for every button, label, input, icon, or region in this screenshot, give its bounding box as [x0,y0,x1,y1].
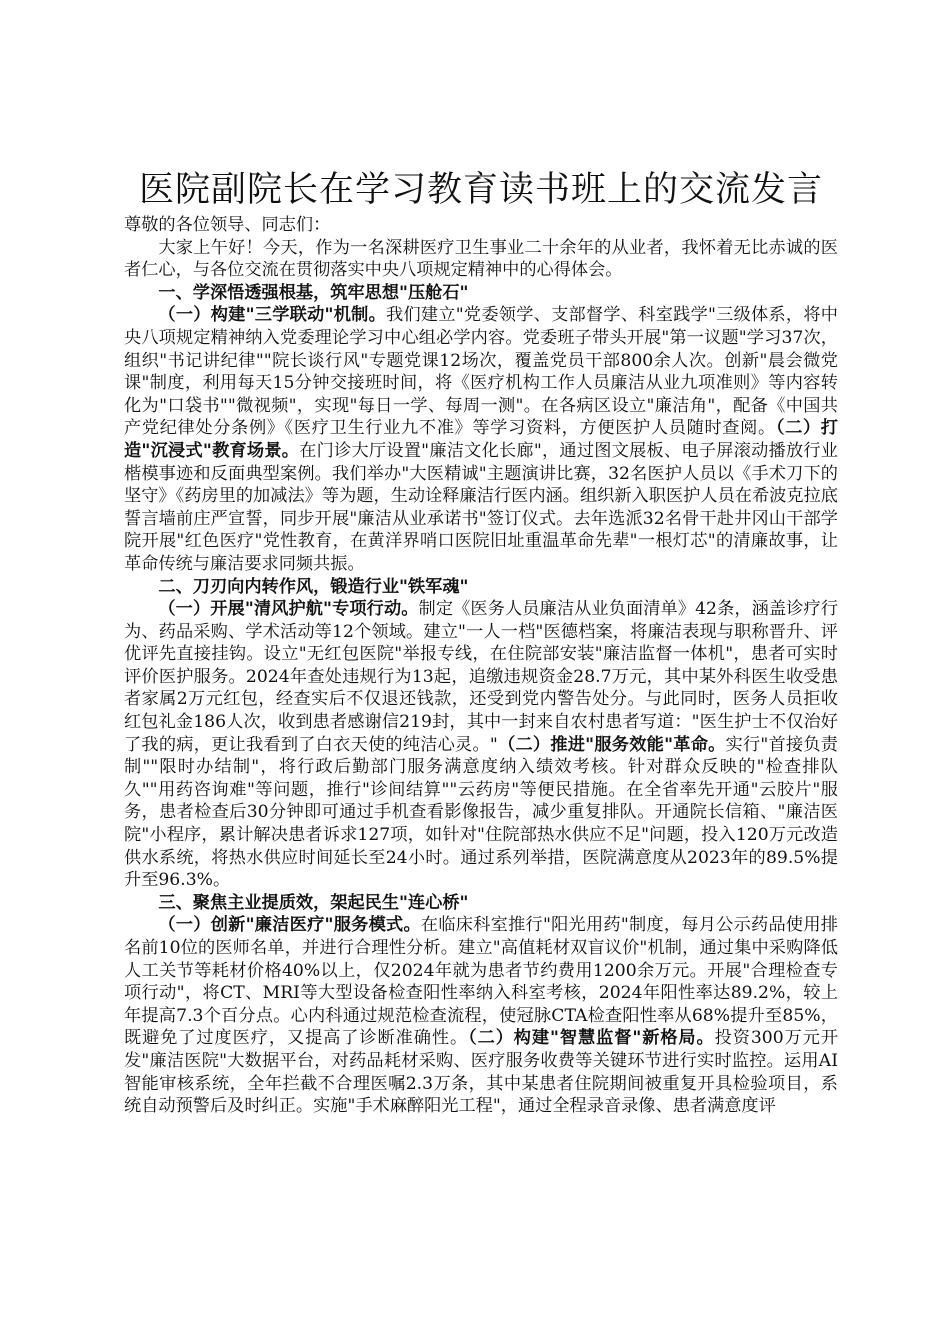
section-heading-2: 二、刀刃向内转作风，锻造行业"铁军魂" [158,576,469,597]
subsection-text: 投资300万元开发"廉洁医院"大数据平台，对药品耗材采购、医疗服务收费等关键环节进行实时监控。运用AI智能审核系统，全年拦截不合理医嘱2.3万条，其中某患者住院期间被重复开具检验项目，系统自动预警后及时纠正。实施"手术麻醉阳光工程"，通过全程录音录像、患者满意度评 [124,1028,839,1117]
subsection-title: （一）开展"清风护航"专项行动。 [158,599,419,620]
subsection-title: （二）打造"沉浸式"教育场景。 [124,418,838,461]
subsection-title: （一）构建"三学联动"机制。 [158,305,387,326]
intro-paragraph: 大家上午好！今天，作为一名深耕医疗卫生事业二十余年的从业者，我怀着无比赤诚的医者仁心，与各位交流在贯彻落实中央八项规定精神中的心得体会。 [124,237,838,281]
subsection-text: 在临床科室推行"阳光用药"制度，每月公示药品使用排名前10位的医师名单，并进行合理性分析。建立"高值耗材双盲议价"机制，通过集中采购降低人工关节等耗材价格40%以上，仅2024年就为患者节约费用1200余万元。开展"合理检查专项行动"，将CT、MRI等大型设备检查阳性率纳入科室考核，2024年阳性率达89.2%，较上年提高7.3个百分点。心内科通过规范检查流程，使冠脉CTA检查阳性率从68%提升至85%，既避免了过度医疗，又提高了诊断准确性。 [124,915,838,1049]
section-3-body [124,914,838,1117]
document-title: 医院副院长在学习教育读书班上的交流发言 [138,170,823,210]
section-heading-3: 三、聚焦主业提质效，架起民生"连心桥" [158,892,469,913]
section-heading-1: 一、学深悟透强根基，筑牢思想"压舱石" [158,282,469,303]
salutation: 尊敬的各位领导、同志们： [124,215,331,235]
subsection-text: 我们建立"党委领学、支部督学、科室践学"三级体系，将中央八项规定精神纳入党委理论学习中心组必学内容。党委班子带头开展"第一议题"学习37次，组织"书记讲纪律""院长谈行风"专题党课12场次，覆盖党员干部800余人次。创新"晨会微党课"制度，利用每天15分钟交接班时间，将《医疗机构工作人员廉洁从业九项准则》等内容转化为"口袋书""微视频"，实现"每日一学、每周一测"。在各病区设立"廉洁角"，配备《中国共产党纪律处分条例》《医疗卫生行业九不准》等学习资料，方便医护人员随时查阅。 [124,305,838,439]
subsection-text: 在门诊大厅设置"廉洁文化长廊"，通过图文展板、电子屏滚动播放行业楷模事迹和反面典型案例。我们举办"大医精诚"主题演讲比赛，32名医护人员以《手术刀下的坚守》《药房里的加减法》等为题，生动诠释廉洁行医内涵。组织新入职医护人员在希波克拉底誓言墙前庄严宣誓，同步开展"廉洁从业承诺书"签订仪式。去年选派32名骨干赴井冈山干部学院开展"红色医疗"党性教育，在黄洋界哨口医院旧址重温革命先辈"一根灯芯"的清廉故事，让革命传统与廉洁要求同频共振。 [124,440,838,574]
subsection-title: （一）创新"廉洁医疗"服务模式。 [158,915,421,936]
subsection-title: （二）推进"服务效能"革命。 [497,734,726,755]
subsection-text: 制定《医务人员廉洁从业负面清单》42条，涵盖诊疗行为、药品采购、学术活动等12个领域。建立"一人一档"医德档案，将廉洁表现与职称晋升、评优评先直接挂钩。设立"无红包医院"举报专线，在住院部安装"廉洁监督一体机"，患者可实时评价医护服务。2024年查处违规行为13起，追缴违规资金28.7万元，其中某外科医生收受患者家属2万元红包，经查实后不仅退还钱款，还受到党内警告处分。与此同时，医务人员拒收红包礼金186人次，收到患者感谢信219封，其中一封来自农村患者写道："医生护士不仅治好了我的病，更让我看到了白衣天使的纯洁心灵。" [124,599,839,755]
section-1-body [124,304,838,575]
subsection-title: （二）构建"智慧监督"新格局。 [468,1028,715,1049]
subsection-text: 实行"首接负责制""限时办结制"，将行政后勤部门服务满意度纳入绩效考核。针对群众反映的"检查排队久""用药咨询难"等问题，推行"诊间结算""云药房"等便民措施。在全省率先开通"云胶片"服务，患者检查后30分钟即可通过手机查看影像报告，减少重复排队。开通院长信箱、"廉洁医院"小程序，累计解决患者诉求127项，如针对"住院部热水供应不足"问题，投入120万元改造供水系统，将热水供应时间延长至24小时。通过系列举措，医院满意度从2023年的89.5%提升至96.3%。 [124,734,838,891]
section-2-body [124,598,838,892]
